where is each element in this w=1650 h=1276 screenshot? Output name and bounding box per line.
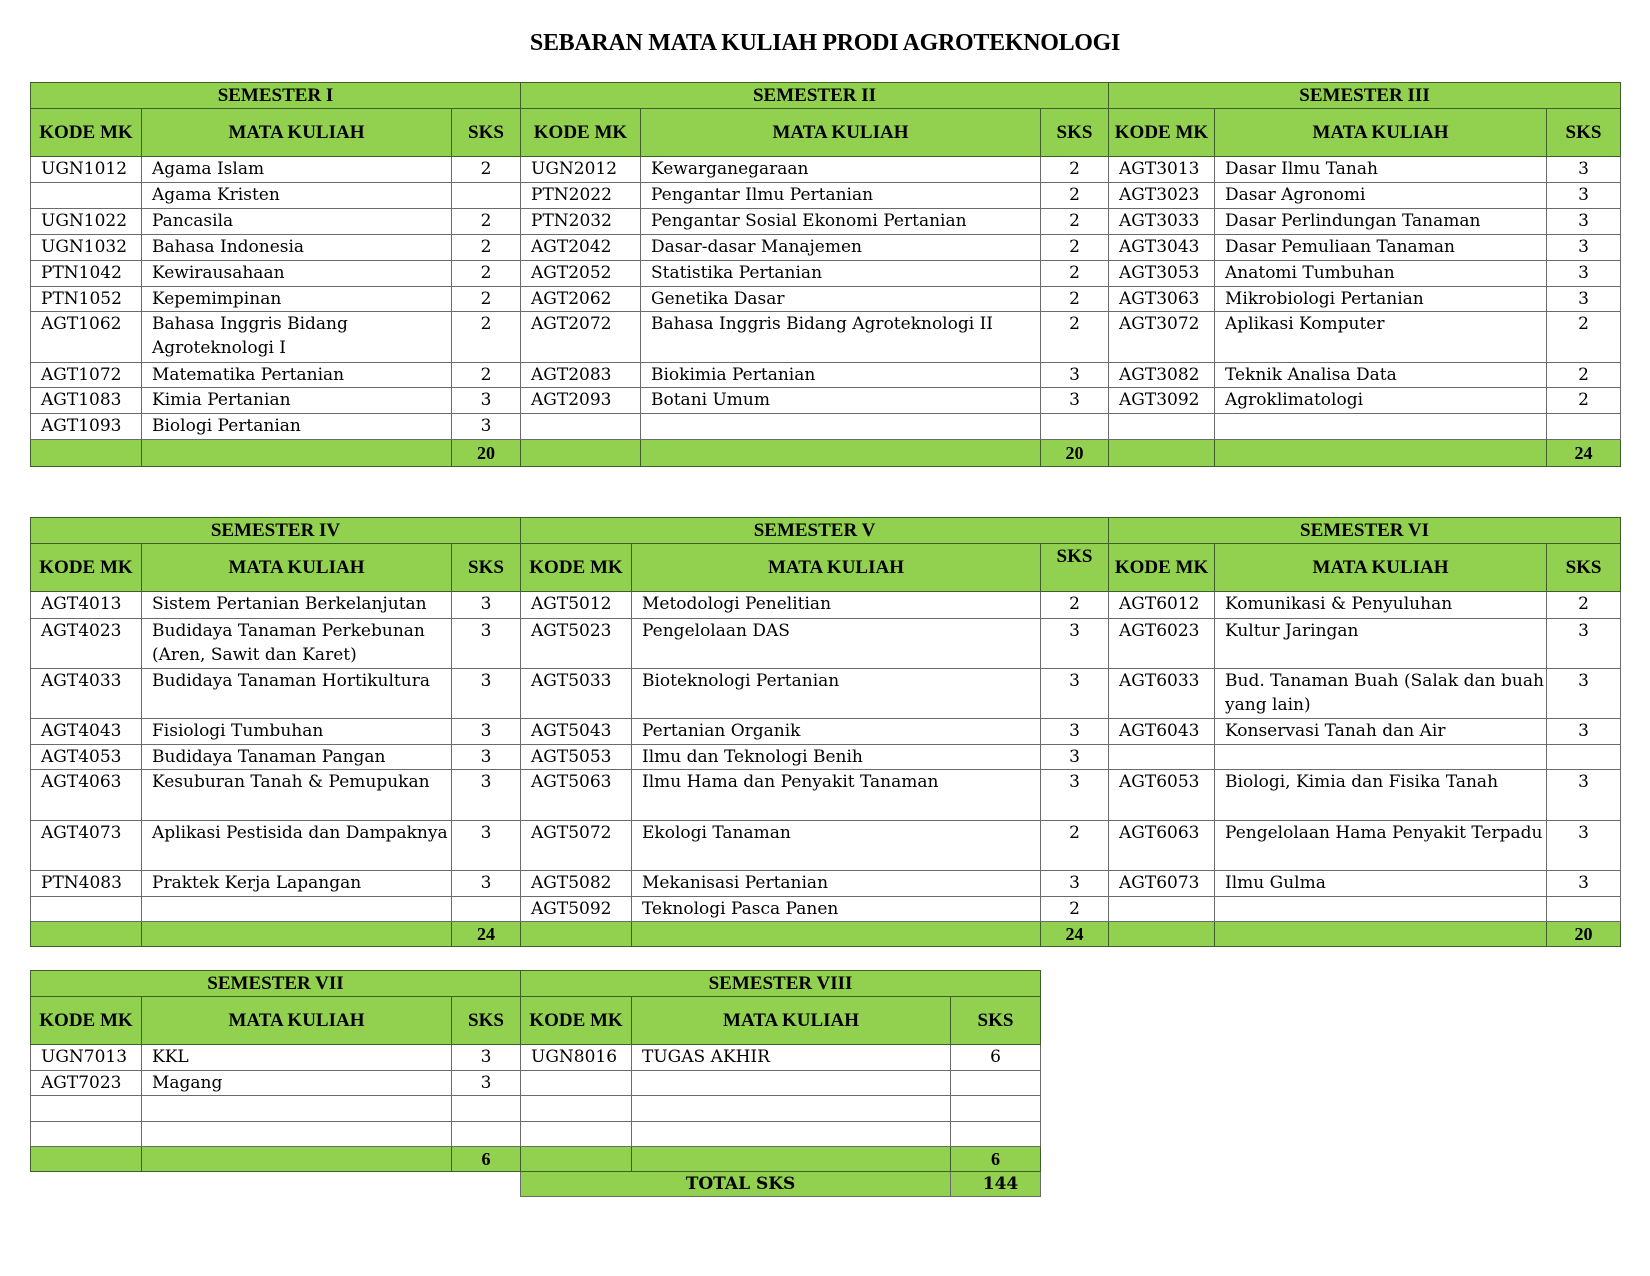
- mata-kuliah-cell: Bahasa Inggris Bidang Agroteknologi II: [641, 312, 1041, 363]
- kode-mk-cell: AGT4053: [31, 745, 142, 770]
- total-spacer: [521, 1147, 632, 1172]
- grand-total-row: [31, 1172, 1041, 1197]
- sks-cell: 2: [1547, 388, 1621, 414]
- mata-kuliah-cell: Aplikasi Komputer: [1215, 312, 1547, 363]
- sks-header: SKS: [1547, 109, 1621, 157]
- sks-cell: 3: [1041, 363, 1109, 388]
- kode-mk-cell: AGT2093: [521, 388, 641, 414]
- sks-cell: 2: [452, 363, 521, 388]
- sks-cell: 3: [1547, 871, 1621, 897]
- table-row: [31, 821, 1621, 871]
- total-spacer: [632, 1147, 951, 1172]
- mata-kuliah-cell: Bioteknologi Pertanian: [632, 669, 1041, 719]
- kode-mk-cell: AGT2072: [521, 312, 641, 363]
- sks-cell: 3: [1041, 388, 1109, 414]
- mata-kuliah-cell: Teknik Analisa Data: [1215, 363, 1547, 388]
- total-spacer: [31, 1147, 142, 1172]
- sks-cell: [452, 1096, 521, 1122]
- sks-header: SKS: [452, 109, 521, 157]
- table-row: [31, 1045, 1041, 1071]
- mata-kuliah-cell: Kewarganegaraan: [641, 157, 1041, 183]
- kode-mk-cell: AGT5072: [521, 821, 632, 871]
- sks-header: SKS: [951, 997, 1041, 1045]
- semester-header-row: [31, 83, 1621, 109]
- sks-cell: 3: [1041, 619, 1109, 669]
- semester-header-row: [31, 518, 1621, 544]
- semester-title: SEMESTER III: [1109, 83, 1621, 109]
- mata-kuliah-cell: [641, 414, 1041, 440]
- sks-header: SKS: [1041, 109, 1109, 157]
- semester-total-sks: 20: [1041, 440, 1109, 467]
- sks-cell: 3: [1547, 770, 1621, 821]
- table-row: [31, 745, 1621, 770]
- sks-cell: 3: [1547, 669, 1621, 719]
- sks-cell: [452, 1122, 521, 1147]
- sks-cell: 2: [1547, 592, 1621, 619]
- total-spacer: [142, 440, 452, 467]
- total-spacer: [1109, 440, 1215, 467]
- kode-mk-cell: [1109, 897, 1215, 922]
- table-row: [31, 388, 1621, 414]
- kode-mk-cell: AGT1093: [31, 414, 142, 440]
- mata-kuliah-cell: [632, 1071, 951, 1096]
- mata-kuliah-header: MATA KULIAH: [632, 997, 951, 1045]
- mata-kuliah-cell: Mikrobiologi Pertanian: [1215, 287, 1547, 312]
- kode-mk-cell: UGN1032: [31, 235, 142, 261]
- kode-mk-cell: PTN4083: [31, 871, 142, 897]
- kode-mk-cell: AGT5012: [521, 592, 632, 619]
- kode-mk-cell: AGT5043: [521, 719, 632, 745]
- sks-cell: 2: [1041, 209, 1109, 235]
- kode-mk-cell: UGN8016: [521, 1045, 632, 1071]
- kode-mk-cell: AGT4023: [31, 619, 142, 669]
- mata-kuliah-cell: Dasar Ilmu Tanah: [1215, 157, 1547, 183]
- semester-total-row: [31, 440, 1621, 467]
- kode-mk-cell: [1109, 414, 1215, 440]
- semester-title: SEMESTER I: [31, 83, 521, 109]
- sks-cell: 3: [1547, 157, 1621, 183]
- mata-kuliah-cell: Agroklimatologi: [1215, 388, 1547, 414]
- mata-kuliah-cell: Dasar Agronomi: [1215, 183, 1547, 209]
- table-row: [31, 619, 1621, 669]
- mata-kuliah-cell: Sistem Pertanian Berkelanjutan: [142, 592, 452, 619]
- total-spacer: [521, 922, 632, 947]
- total-spacer: [31, 922, 142, 947]
- kode-mk-cell: AGT3053: [1109, 261, 1215, 287]
- semester-total-sks: 6: [452, 1147, 521, 1172]
- mata-kuliah-cell: Biologi, Kimia dan Fisika Tanah: [1215, 770, 1547, 821]
- mata-kuliah-cell: Bud. Tanaman Buah (Salak dan buah yang lain): [1215, 669, 1547, 719]
- mata-kuliah-cell: Pengantar Ilmu Pertanian: [641, 183, 1041, 209]
- kode-mk-cell: AGT6043: [1109, 719, 1215, 745]
- semester-title: SEMESTER IV: [31, 518, 521, 544]
- mata-kuliah-cell: TUGAS AKHIR: [632, 1045, 951, 1071]
- mata-kuliah-cell: [142, 1096, 452, 1122]
- kode-mk-cell: UGN1022: [31, 209, 142, 235]
- sks-cell: 3: [1041, 770, 1109, 821]
- mata-kuliah-cell: Budidaya Tanaman Perkebunan (Aren, Sawit dan Karet): [142, 619, 452, 669]
- sks-header: SKS: [1041, 544, 1109, 592]
- sks-cell: 3: [452, 745, 521, 770]
- kode-mk-cell: AGT1083: [31, 388, 142, 414]
- sks-cell: 2: [1547, 312, 1621, 363]
- sks-cell: 3: [452, 821, 521, 871]
- mata-kuliah-cell: Pertanian Organik: [632, 719, 1041, 745]
- kode-mk-header: KODE MK: [521, 109, 641, 157]
- sks-cell: 3: [452, 592, 521, 619]
- table-row: [31, 669, 1621, 719]
- table-row: [31, 235, 1621, 261]
- kode-mk-cell: AGT5053: [521, 745, 632, 770]
- mata-kuliah-header: MATA KULIAH: [1215, 544, 1547, 592]
- sks-cell: 3: [452, 1045, 521, 1071]
- sks-cell: 2: [452, 287, 521, 312]
- mata-kuliah-cell: Biologi Pertanian: [142, 414, 452, 440]
- kode-mk-cell: [521, 1096, 632, 1122]
- kode-mk-cell: AGT4013: [31, 592, 142, 619]
- sks-cell: 2: [1041, 312, 1109, 363]
- mata-kuliah-cell: [1215, 745, 1547, 770]
- sks-cell: 3: [452, 669, 521, 719]
- kode-mk-cell: PTN2032: [521, 209, 641, 235]
- mata-kuliah-cell: Bahasa Inggris Bidang Agroteknologi I: [142, 312, 452, 363]
- sks-cell: 3: [1547, 183, 1621, 209]
- mata-kuliah-cell: Ilmu Hama dan Penyakit Tanaman: [632, 770, 1041, 821]
- sks-header: SKS: [452, 544, 521, 592]
- kode-mk-cell: AGT3092: [1109, 388, 1215, 414]
- mata-kuliah-cell: Agama Kristen: [142, 183, 452, 209]
- table-row: [31, 261, 1621, 287]
- mata-kuliah-cell: Komunikasi & Penyuluhan: [1215, 592, 1547, 619]
- mata-kuliah-cell: Pengelolaan Hama Penyakit Terpadu: [1215, 821, 1547, 871]
- sks-cell: 2: [452, 157, 521, 183]
- kode-mk-header: KODE MK: [521, 997, 632, 1045]
- kode-mk-header: KODE MK: [31, 109, 142, 157]
- semester-table-7-8: [30, 970, 1041, 1197]
- mata-kuliah-header: MATA KULIAH: [142, 997, 452, 1045]
- semester-title: SEMESTER V: [521, 518, 1109, 544]
- kode-mk-cell: AGT4073: [31, 821, 142, 871]
- kode-mk-cell: AGT3033: [1109, 209, 1215, 235]
- kode-mk-cell: AGT3082: [1109, 363, 1215, 388]
- kode-mk-cell: UGN7013: [31, 1045, 142, 1071]
- sks-cell: 2: [452, 209, 521, 235]
- kode-mk-cell: AGT5023: [521, 619, 632, 669]
- kode-mk-cell: AGT2062: [521, 287, 641, 312]
- sks-cell: 3: [1547, 235, 1621, 261]
- sks-cell: 3: [1547, 261, 1621, 287]
- kode-mk-header: KODE MK: [1109, 109, 1215, 157]
- mata-kuliah-cell: Genetika Dasar: [641, 287, 1041, 312]
- sks-cell: 3: [452, 719, 521, 745]
- semester-title: SEMESTER VI: [1109, 518, 1621, 544]
- kode-mk-cell: AGT6033: [1109, 669, 1215, 719]
- mata-kuliah-cell: Bahasa Indonesia: [142, 235, 452, 261]
- sks-cell: 3: [452, 388, 521, 414]
- sks-cell: 3: [1041, 719, 1109, 745]
- column-header-row: [31, 997, 1041, 1045]
- kode-mk-cell: AGT2083: [521, 363, 641, 388]
- kode-mk-cell: UGN1012: [31, 157, 142, 183]
- mata-kuliah-cell: Teknologi Pasca Panen: [632, 897, 1041, 922]
- mata-kuliah-header: MATA KULIAH: [641, 109, 1041, 157]
- sks-cell: [1547, 414, 1621, 440]
- mata-kuliah-cell: Dasar-dasar Manajemen: [641, 235, 1041, 261]
- mata-kuliah-cell: Pancasila: [142, 209, 452, 235]
- mata-kuliah-header: MATA KULIAH: [142, 544, 452, 592]
- mata-kuliah-cell: [632, 1122, 951, 1147]
- total-spacer: [641, 440, 1041, 467]
- kode-mk-cell: AGT5082: [521, 871, 632, 897]
- mata-kuliah-cell: Magang: [142, 1071, 452, 1096]
- kode-mk-cell: AGT3072: [1109, 312, 1215, 363]
- total-sks-label: TOTAL SKS: [521, 1172, 951, 1197]
- sks-cell: 3: [452, 414, 521, 440]
- sks-cell: [1547, 745, 1621, 770]
- kode-mk-cell: PTN2022: [521, 183, 641, 209]
- sks-cell: 3: [1547, 719, 1621, 745]
- kode-mk-cell: AGT3063: [1109, 287, 1215, 312]
- semester-total-row: [31, 1147, 1041, 1172]
- mata-kuliah-cell: Matematika Pertanian: [142, 363, 452, 388]
- mata-kuliah-cell: Ilmu dan Teknologi Benih: [632, 745, 1041, 770]
- kode-mk-cell: AGT1072: [31, 363, 142, 388]
- sks-cell: 3: [1041, 745, 1109, 770]
- sks-cell: [1041, 414, 1109, 440]
- mata-kuliah-cell: Aplikasi Pestisida dan Dampaknya: [142, 821, 452, 871]
- kode-mk-cell: AGT4033: [31, 669, 142, 719]
- table-row: [31, 592, 1621, 619]
- total-spacer: [142, 1147, 452, 1172]
- semester-header-row: [31, 971, 1041, 997]
- grand-total-blank: [31, 1172, 521, 1197]
- sks-cell: 2: [452, 235, 521, 261]
- mata-kuliah-cell: KKL: [142, 1045, 452, 1071]
- kode-mk-cell: AGT4063: [31, 770, 142, 821]
- mata-kuliah-cell: Kepemimpinan: [142, 287, 452, 312]
- sks-cell: 3: [452, 1071, 521, 1096]
- sks-cell: [951, 1071, 1041, 1096]
- semester-title: SEMESTER II: [521, 83, 1109, 109]
- sks-cell: 3: [1547, 821, 1621, 871]
- semester-total-sks: 20: [452, 440, 521, 467]
- column-header-row: [31, 109, 1621, 157]
- kode-mk-cell: [521, 414, 641, 440]
- semester-title: SEMESTER VII: [31, 971, 521, 997]
- semester-total-row: [31, 922, 1621, 947]
- kode-mk-header: KODE MK: [31, 544, 142, 592]
- kode-mk-cell: AGT7023: [31, 1071, 142, 1096]
- table-row: [31, 414, 1621, 440]
- kode-mk-cell: AGT6053: [1109, 770, 1215, 821]
- table-row: [31, 312, 1621, 363]
- kode-mk-cell: [31, 897, 142, 922]
- mata-kuliah-cell: Metodologi Penelitian: [632, 592, 1041, 619]
- kode-mk-cell: AGT3043: [1109, 235, 1215, 261]
- semester-total-sks: 24: [1041, 922, 1109, 947]
- sks-header: SKS: [452, 997, 521, 1045]
- total-sks-value: 144: [951, 1172, 1041, 1197]
- sks-cell: 3: [452, 619, 521, 669]
- kode-mk-cell: AGT2042: [521, 235, 641, 261]
- mata-kuliah-cell: Pengelolaan DAS: [632, 619, 1041, 669]
- semester-total-sks: 6: [951, 1147, 1041, 1172]
- sks-cell: [452, 183, 521, 209]
- mata-kuliah-cell: Budidaya Tanaman Hortikultura: [142, 669, 452, 719]
- semester-table-4-6: [30, 517, 1621, 947]
- mata-kuliah-cell: [1215, 414, 1547, 440]
- kode-mk-cell: [31, 1122, 142, 1147]
- mata-kuliah-cell: Biokimia Pertanian: [641, 363, 1041, 388]
- table-row: [31, 770, 1621, 821]
- sks-cell: 2: [1041, 287, 1109, 312]
- table-row: [31, 897, 1621, 922]
- mata-kuliah-cell: Konservasi Tanah dan Air: [1215, 719, 1547, 745]
- total-spacer: [142, 922, 452, 947]
- kode-mk-cell: AGT4043: [31, 719, 142, 745]
- table-row: [31, 363, 1621, 388]
- mata-kuliah-cell: Anatomi Tumbuhan: [1215, 261, 1547, 287]
- sks-cell: 3: [1041, 871, 1109, 897]
- mata-kuliah-cell: Kewirausahaan: [142, 261, 452, 287]
- mata-kuliah-header: MATA KULIAH: [632, 544, 1041, 592]
- mata-kuliah-cell: Pengantar Sosial Ekonomi Pertanian: [641, 209, 1041, 235]
- kode-mk-cell: AGT5092: [521, 897, 632, 922]
- mata-kuliah-cell: Kultur Jaringan: [1215, 619, 1547, 669]
- table-row: [31, 287, 1621, 312]
- column-header-row: [31, 544, 1621, 592]
- sks-cell: 3: [1041, 669, 1109, 719]
- total-spacer: [31, 440, 142, 467]
- table-row: [31, 719, 1621, 745]
- sks-cell: 2: [1041, 897, 1109, 922]
- kode-mk-cell: PTN1042: [31, 261, 142, 287]
- kode-mk-cell: AGT5033: [521, 669, 632, 719]
- sks-cell: 3: [452, 770, 521, 821]
- sks-cell: 2: [452, 261, 521, 287]
- mata-kuliah-cell: [1215, 897, 1547, 922]
- table-row: [31, 1096, 1041, 1122]
- sks-cell: 3: [1547, 209, 1621, 235]
- mata-kuliah-cell: Kesuburan Tanah & Pemupukan: [142, 770, 452, 821]
- total-spacer: [1215, 922, 1547, 947]
- mata-kuliah-cell: Ilmu Gulma: [1215, 871, 1547, 897]
- kode-mk-cell: AGT3013: [1109, 157, 1215, 183]
- total-spacer: [1109, 922, 1215, 947]
- kode-mk-cell: PTN1052: [31, 287, 142, 312]
- kode-mk-header: KODE MK: [31, 997, 142, 1045]
- kode-mk-cell: [31, 183, 142, 209]
- sks-cell: [452, 897, 521, 922]
- kode-mk-cell: AGT6012: [1109, 592, 1215, 619]
- mata-kuliah-cell: Mekanisasi Pertanian: [632, 871, 1041, 897]
- sks-cell: 6: [951, 1045, 1041, 1071]
- mata-kuliah-cell: Botani Umum: [641, 388, 1041, 414]
- semester-table-1-3: [30, 82, 1621, 467]
- mata-kuliah-cell: Statistika Pertanian: [641, 261, 1041, 287]
- kode-mk-cell: AGT2052: [521, 261, 641, 287]
- kode-mk-header: KODE MK: [521, 544, 632, 592]
- sks-cell: 2: [452, 312, 521, 363]
- semester-total-sks: 24: [1547, 440, 1621, 467]
- sks-cell: 2: [1041, 157, 1109, 183]
- sks-cell: [951, 1122, 1041, 1147]
- mata-kuliah-header: MATA KULIAH: [1215, 109, 1547, 157]
- semester-total-sks: 24: [452, 922, 521, 947]
- table-row: [31, 209, 1621, 235]
- mata-kuliah-header: MATA KULIAH: [142, 109, 452, 157]
- page-title: SEBARAN MATA KULIAH PRODI AGROTEKNOLOGI: [529, 30, 1121, 56]
- total-spacer: [632, 922, 1041, 947]
- table-row: [31, 157, 1621, 183]
- semester-title: SEMESTER VIII: [521, 971, 1041, 997]
- sks-cell: 3: [1547, 287, 1621, 312]
- sks-cell: 2: [1041, 183, 1109, 209]
- mata-kuliah-cell: Dasar Pemuliaan Tanaman: [1215, 235, 1547, 261]
- sks-cell: 2: [1547, 363, 1621, 388]
- table-row: [31, 1071, 1041, 1096]
- kode-mk-cell: AGT1062: [31, 312, 142, 363]
- mata-kuliah-cell: Agama Islam: [142, 157, 452, 183]
- sks-cell: [1547, 897, 1621, 922]
- mata-kuliah-cell: Budidaya Tanaman Pangan: [142, 745, 452, 770]
- table-row: [31, 1122, 1041, 1147]
- kode-mk-cell: [521, 1071, 632, 1096]
- mata-kuliah-cell: Ekologi Tanaman: [632, 821, 1041, 871]
- mata-kuliah-cell: [142, 897, 452, 922]
- mata-kuliah-cell: [142, 1122, 452, 1147]
- kode-mk-cell: AGT3023: [1109, 183, 1215, 209]
- sks-cell: 2: [1041, 821, 1109, 871]
- kode-mk-cell: [31, 1096, 142, 1122]
- mata-kuliah-cell: Dasar Perlindungan Tanaman: [1215, 209, 1547, 235]
- mata-kuliah-cell: Praktek Kerja Lapangan: [142, 871, 452, 897]
- sks-cell: 2: [1041, 592, 1109, 619]
- kode-mk-cell: [521, 1122, 632, 1147]
- kode-mk-cell: AGT6073: [1109, 871, 1215, 897]
- sks-cell: 2: [1041, 235, 1109, 261]
- semester-total-sks: 20: [1547, 922, 1621, 947]
- kode-mk-cell: [1109, 745, 1215, 770]
- sks-cell: 2: [1041, 261, 1109, 287]
- sks-cell: 3: [1547, 619, 1621, 669]
- table-row: [31, 183, 1621, 209]
- total-spacer: [521, 440, 641, 467]
- kode-mk-header: KODE MK: [1109, 544, 1215, 592]
- sks-cell: [951, 1096, 1041, 1122]
- mata-kuliah-cell: [632, 1096, 951, 1122]
- kode-mk-cell: AGT5063: [521, 770, 632, 821]
- table-row: [31, 871, 1621, 897]
- total-spacer: [1215, 440, 1547, 467]
- mata-kuliah-cell: Fisiologi Tumbuhan: [142, 719, 452, 745]
- sks-header: SKS: [1547, 544, 1621, 592]
- mata-kuliah-cell: Kimia Pertanian: [142, 388, 452, 414]
- kode-mk-cell: UGN2012: [521, 157, 641, 183]
- kode-mk-cell: AGT6023: [1109, 619, 1215, 669]
- kode-mk-cell: AGT6063: [1109, 821, 1215, 871]
- sks-cell: 3: [452, 871, 521, 897]
